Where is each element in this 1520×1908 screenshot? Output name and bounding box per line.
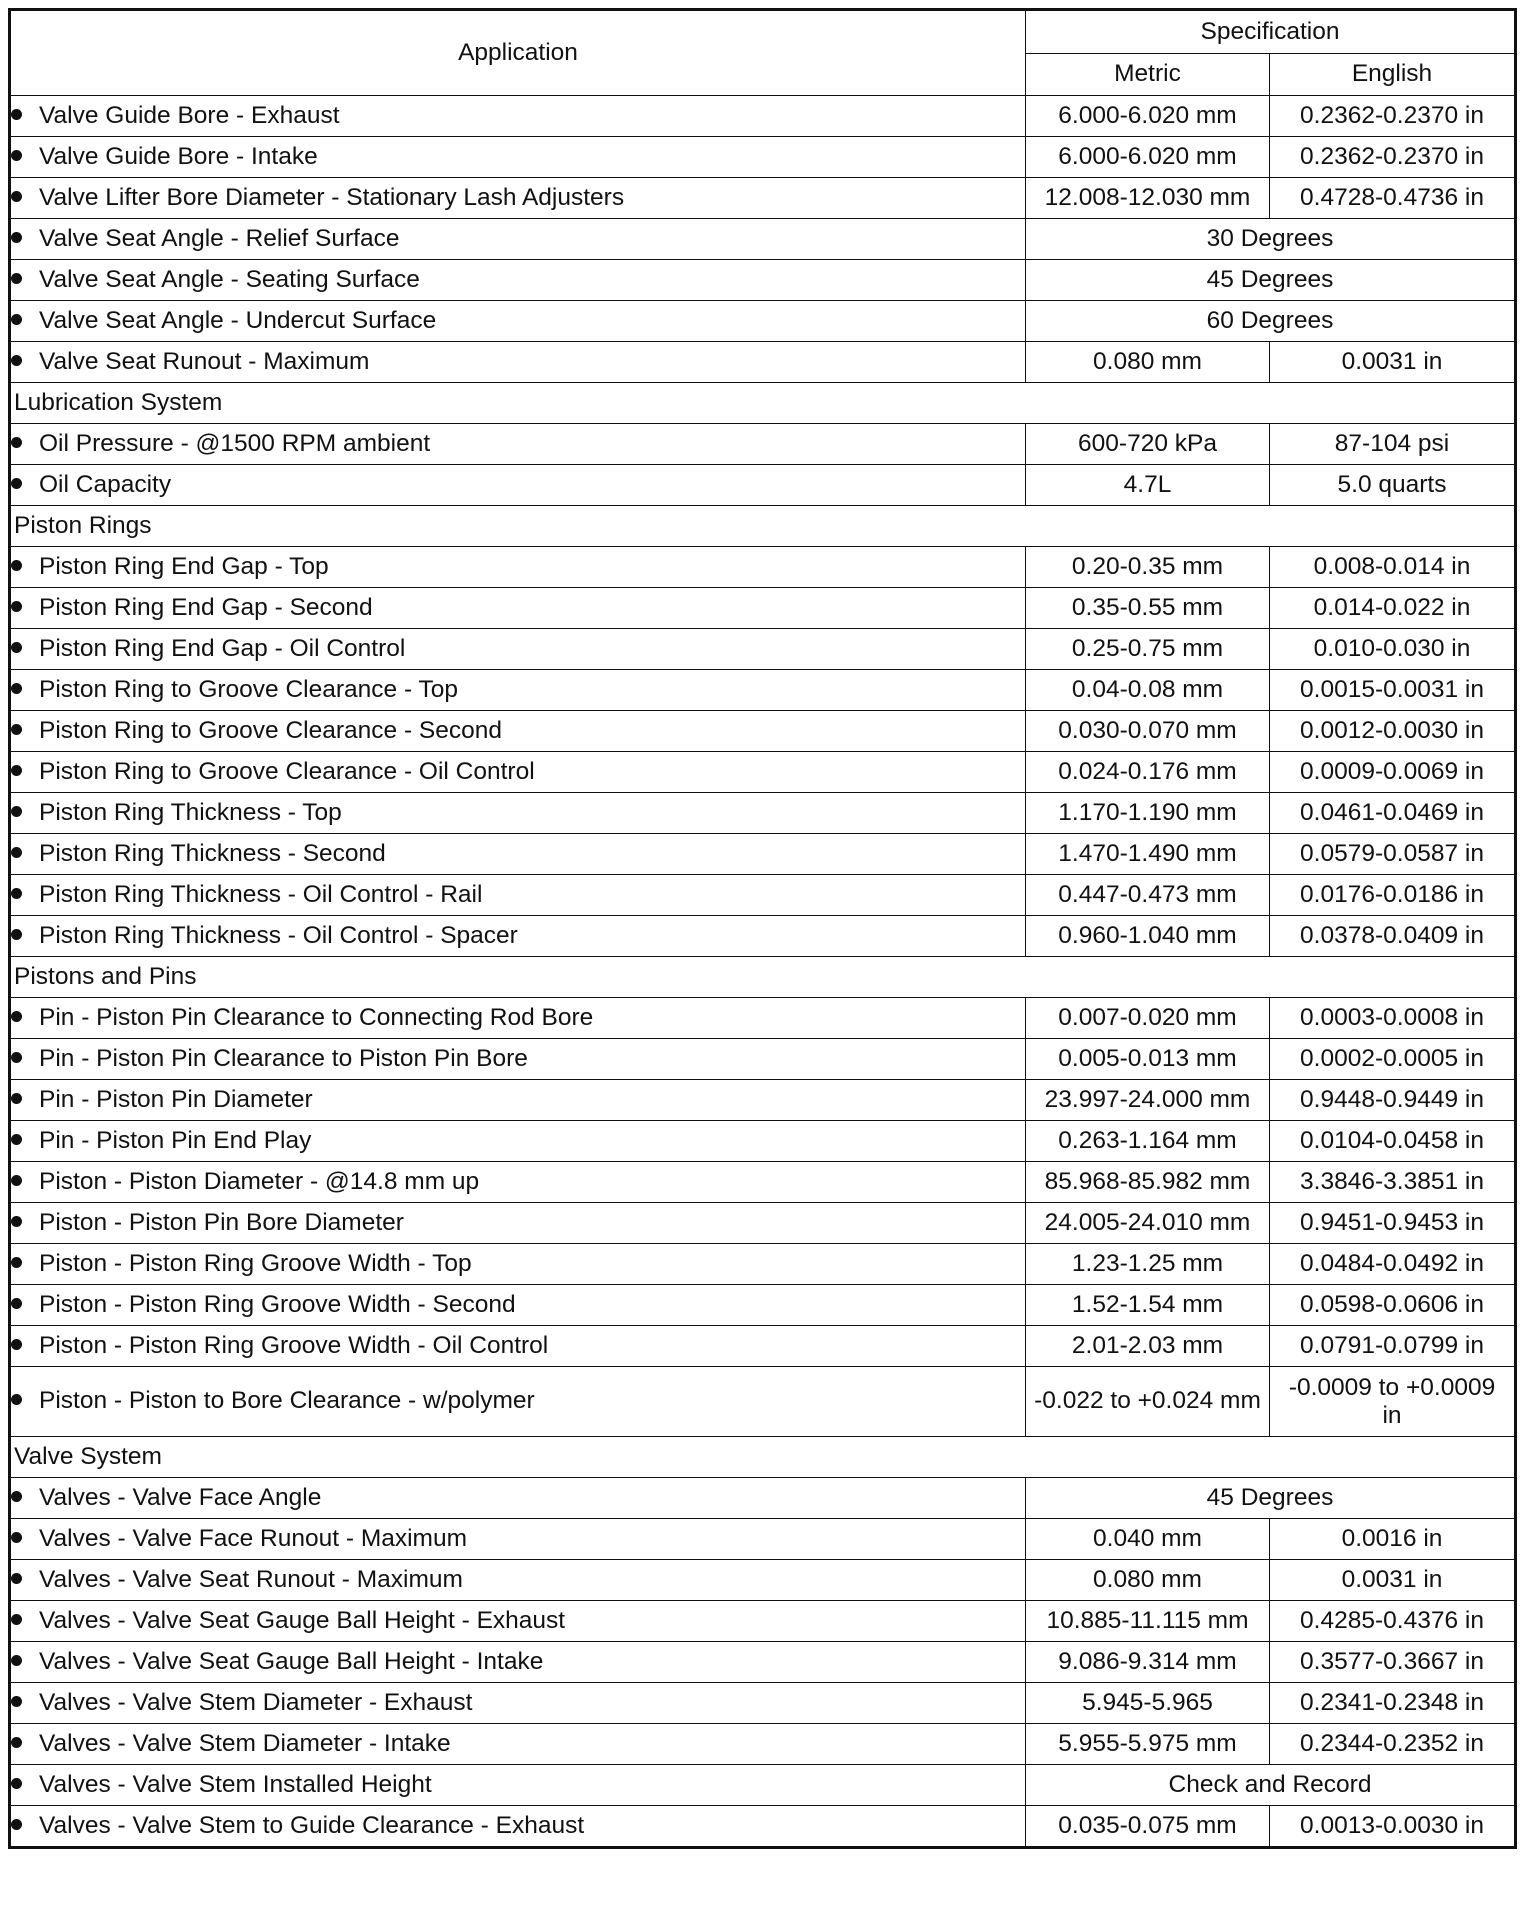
metric-cell: 6.000-6.020 mm <box>1026 96 1270 137</box>
application-label: Valves - Valve Face Runout - Maximum <box>39 1524 467 1552</box>
table-row <box>10 1203 1516 1244</box>
application-label: Piston Ring End Gap - Top <box>39 552 329 580</box>
english-cell: -0.0009 to +0.0009 in <box>1270 1367 1516 1437</box>
table-row <box>10 1367 1516 1437</box>
bullet-icon <box>11 765 22 776</box>
bullet-icon <box>11 314 22 325</box>
table-row <box>10 301 1516 342</box>
application-cell <box>10 1806 1026 1848</box>
application-label: Valves - Valve Stem Diameter - Exhaust <box>39 1688 473 1716</box>
metric-cell: 1.470-1.490 mm <box>1026 834 1270 875</box>
application-label: Piston Ring to Groove Clearance - Oil Control <box>39 757 535 785</box>
bullet-icon <box>11 1819 22 1830</box>
english-cell: 0.014-0.022 in <box>1270 588 1516 629</box>
application-cell <box>10 1080 1026 1121</box>
bullet-icon <box>11 1175 22 1186</box>
table-row <box>10 178 1516 219</box>
application-cell <box>10 178 1026 219</box>
bullet-icon <box>11 1339 22 1350</box>
metric-cell: 600-720 kPa <box>1026 424 1270 465</box>
metric-cell: 5.945-5.965 <box>1026 1683 1270 1724</box>
english-cell: 0.0003-0.0008 in <box>1270 998 1516 1039</box>
application-cell <box>10 875 1026 916</box>
application-cell <box>10 752 1026 793</box>
merged-value-cell: Check and Record <box>1026 1765 1516 1806</box>
table-row <box>10 1039 1516 1080</box>
application-cell <box>10 260 1026 301</box>
application-label: Piston Ring to Groove Clearance - Second <box>39 716 503 744</box>
metric-cell: 1.170-1.190 mm <box>1026 793 1270 834</box>
bullet-icon <box>11 1532 22 1543</box>
english-cell: 0.0104-0.0458 in <box>1270 1121 1516 1162</box>
bullet-icon <box>11 929 22 940</box>
english-cell: 0.0012-0.0030 in <box>1270 711 1516 752</box>
application-label: Valve Guide Bore - Exhaust <box>39 101 340 129</box>
application-cell <box>10 998 1026 1039</box>
application-cell <box>10 1203 1026 1244</box>
bullet-icon <box>11 724 22 735</box>
application-label: Valve Guide Bore - Intake <box>39 142 318 170</box>
metric-cell: 4.7L <box>1026 465 1270 506</box>
section-title: Lubrication System <box>10 383 1516 424</box>
metric-cell: 0.080 mm <box>1026 342 1270 383</box>
application-cell <box>10 1642 1026 1683</box>
bullet-icon <box>11 1216 22 1227</box>
english-cell: 0.0013-0.0030 in <box>1270 1806 1516 1848</box>
application-cell <box>10 219 1026 260</box>
application-cell <box>10 1326 1026 1367</box>
table-row <box>10 1683 1516 1724</box>
merged-value-cell: 45 Degrees <box>1026 260 1516 301</box>
bullet-icon <box>11 1298 22 1309</box>
application-label: Piston - Piston to Bore Clearance - w/polymer <box>39 1387 535 1415</box>
table-header <box>10 10 1516 96</box>
section-title: Pistons and Pins <box>10 957 1516 998</box>
application-label: Pin - Piston Pin Clearance to Piston Pin Bore <box>39 1044 528 1072</box>
application-cell <box>10 588 1026 629</box>
application-label: Piston Ring Thickness - Second <box>39 839 386 867</box>
application-label: Piston Ring End Gap - Second <box>39 593 373 621</box>
application-label: Valves - Valve Seat Gauge Ball Height - Exhaust <box>39 1606 566 1634</box>
metric-cell: 0.960-1.040 mm <box>1026 916 1270 957</box>
application-label: Valve Lifter Bore Diameter - Stationary Lash Adjusters <box>39 183 625 211</box>
bullet-icon <box>11 1737 22 1748</box>
application-label: Valve Seat Angle - Relief Surface <box>39 224 400 252</box>
english-cell: 0.0378-0.0409 in <box>1270 916 1516 957</box>
english-cell: 0.4728-0.4736 in <box>1270 178 1516 219</box>
application-label: Valve Seat Runout - Maximum <box>39 347 370 375</box>
table-row <box>10 424 1516 465</box>
bullet-icon <box>11 1257 22 1268</box>
application-cell <box>10 137 1026 178</box>
metric-cell: 85.968-85.982 mm <box>1026 1162 1270 1203</box>
english-cell: 0.9451-0.9453 in <box>1270 1203 1516 1244</box>
table-row <box>10 260 1516 301</box>
table-row <box>10 96 1516 137</box>
table-row <box>10 629 1516 670</box>
table-row <box>10 998 1516 1039</box>
application-cell <box>10 1478 1026 1519</box>
table-row <box>10 1080 1516 1121</box>
metric-cell: 23.997-24.000 mm <box>1026 1080 1270 1121</box>
metric-cell: 0.25-0.75 mm <box>1026 629 1270 670</box>
bullet-icon <box>11 478 22 489</box>
table-row <box>10 711 1516 752</box>
application-label: Pin - Piston Pin Clearance to Connecting Rod Bore <box>39 1003 594 1031</box>
merged-value-cell: 45 Degrees <box>1026 1478 1516 1519</box>
metric-cell: 0.263-1.164 mm <box>1026 1121 1270 1162</box>
metric-cell: 0.080 mm <box>1026 1560 1270 1601</box>
metric-cell: 0.007-0.020 mm <box>1026 998 1270 1039</box>
application-cell <box>10 1601 1026 1642</box>
metric-cell: 9.086-9.314 mm <box>1026 1642 1270 1683</box>
english-cell: 0.0461-0.0469 in <box>1270 793 1516 834</box>
table-row <box>10 342 1516 383</box>
table-row <box>10 1806 1516 1848</box>
table-row <box>10 137 1516 178</box>
application-label: Oil Capacity <box>39 470 172 498</box>
application-cell <box>10 96 1026 137</box>
merged-value-cell: 30 Degrees <box>1026 219 1516 260</box>
table-row <box>10 1326 1516 1367</box>
bullet-icon <box>11 642 22 653</box>
bullet-icon <box>11 191 22 202</box>
bullet-icon <box>11 1778 22 1789</box>
english-cell: 0.0031 in <box>1270 342 1516 383</box>
application-cell <box>10 342 1026 383</box>
bullet-icon <box>11 109 22 120</box>
english-cell: 5.0 quarts <box>1270 465 1516 506</box>
application-cell <box>10 1724 1026 1765</box>
english-cell: 0.4285-0.4376 in <box>1270 1601 1516 1642</box>
english-cell: 3.3846-3.3851 in <box>1270 1162 1516 1203</box>
bullet-icon <box>11 560 22 571</box>
metric-cell: 2.01-2.03 mm <box>1026 1326 1270 1367</box>
application-cell <box>10 916 1026 957</box>
table-body <box>10 96 1516 1848</box>
application-cell <box>10 1285 1026 1326</box>
table-row <box>10 1724 1516 1765</box>
application-label: Pin - Piston Pin End Play <box>39 1126 312 1154</box>
section-row <box>10 506 1516 547</box>
english-cell: 0.0031 in <box>1270 1560 1516 1601</box>
table-row <box>10 793 1516 834</box>
english-cell: 0.0009-0.0069 in <box>1270 752 1516 793</box>
application-label: Valves - Valve Stem to Guide Clearance - Exhaust <box>39 1811 585 1839</box>
section-title: Valve System <box>10 1437 1516 1478</box>
table-row <box>10 1285 1516 1326</box>
english-header: English <box>1270 53 1516 95</box>
metric-cell: 0.04-0.08 mm <box>1026 670 1270 711</box>
specification-header: Specification <box>1026 10 1516 54</box>
bullet-icon <box>11 1394 22 1405</box>
english-cell: 0.008-0.014 in <box>1270 547 1516 588</box>
application-label: Piston - Piston Ring Groove Width - Second <box>39 1290 516 1318</box>
bullet-icon <box>11 601 22 612</box>
application-label: Piston Ring Thickness - Oil Control - Spacer <box>39 921 518 949</box>
metric-cell: 1.23-1.25 mm <box>1026 1244 1270 1285</box>
application-cell <box>10 424 1026 465</box>
bullet-icon <box>11 683 22 694</box>
table-row <box>10 1121 1516 1162</box>
bullet-icon <box>11 1573 22 1584</box>
metric-cell: 1.52-1.54 mm <box>1026 1285 1270 1326</box>
application-label: Piston Ring Thickness - Oil Control - Rail <box>39 880 483 908</box>
english-cell: 0.0579-0.0587 in <box>1270 834 1516 875</box>
english-cell: 0.2362-0.2370 in <box>1270 96 1516 137</box>
table-row <box>10 1162 1516 1203</box>
metric-cell: 0.35-0.55 mm <box>1026 588 1270 629</box>
bullet-icon <box>11 888 22 899</box>
merged-value-cell: 60 Degrees <box>1026 301 1516 342</box>
table-row <box>10 1765 1516 1806</box>
english-cell: 0.2341-0.2348 in <box>1270 1683 1516 1724</box>
table-row <box>10 1642 1516 1683</box>
table-row <box>10 670 1516 711</box>
metric-cell: 0.20-0.35 mm <box>1026 547 1270 588</box>
metric-header: Metric <box>1026 53 1270 95</box>
application-cell <box>10 1683 1026 1724</box>
metric-cell: 0.030-0.070 mm <box>1026 711 1270 752</box>
application-cell <box>10 465 1026 506</box>
application-label: Pin - Piston Pin Diameter <box>39 1085 313 1113</box>
english-cell: 87-104 psi <box>1270 424 1516 465</box>
table-row <box>10 588 1516 629</box>
metric-cell: 24.005-24.010 mm <box>1026 1203 1270 1244</box>
metric-cell: 0.035-0.075 mm <box>1026 1806 1270 1848</box>
english-cell: 0.0484-0.0492 in <box>1270 1244 1516 1285</box>
metric-cell: 0.024-0.176 mm <box>1026 752 1270 793</box>
english-cell: 0.0598-0.0606 in <box>1270 1285 1516 1326</box>
metric-cell: 5.955-5.975 mm <box>1026 1724 1270 1765</box>
application-cell <box>10 1162 1026 1203</box>
metric-cell: 10.885-11.115 mm <box>1026 1601 1270 1642</box>
application-label: Oil Pressure - @1500 RPM ambient <box>39 429 431 457</box>
english-cell: 0.0016 in <box>1270 1519 1516 1560</box>
spec-sheet <box>8 8 1514 1849</box>
english-cell: 0.3577-0.3667 in <box>1270 1642 1516 1683</box>
bullet-icon <box>11 1093 22 1104</box>
table-row <box>10 465 1516 506</box>
application-label: Piston - Piston Diameter - @14.8 mm up <box>39 1167 480 1195</box>
application-cell <box>10 670 1026 711</box>
application-cell <box>10 834 1026 875</box>
section-title: Piston Rings <box>10 506 1516 547</box>
bullet-icon <box>11 273 22 284</box>
metric-cell: 6.000-6.020 mm <box>1026 137 1270 178</box>
application-label: Piston - Piston Ring Groove Width - Oil Control <box>39 1331 549 1359</box>
english-cell: 0.0015-0.0031 in <box>1270 670 1516 711</box>
bullet-icon <box>11 1134 22 1145</box>
section-row <box>10 383 1516 424</box>
bullet-icon <box>11 1491 22 1502</box>
application-header: Application <box>10 10 1026 96</box>
table-row <box>10 1478 1516 1519</box>
table-row <box>10 1560 1516 1601</box>
bullet-icon <box>11 847 22 858</box>
application-cell <box>10 1560 1026 1601</box>
application-label: Valves - Valve Seat Gauge Ball Height - Intake <box>39 1647 544 1675</box>
application-cell <box>10 301 1026 342</box>
bullet-icon <box>11 1052 22 1063</box>
section-row <box>10 957 1516 998</box>
bullet-icon <box>11 806 22 817</box>
table-row <box>10 752 1516 793</box>
application-cell <box>10 1121 1026 1162</box>
application-label: Piston Ring Thickness - Top <box>39 798 342 826</box>
english-cell: 0.2362-0.2370 in <box>1270 137 1516 178</box>
table-row <box>10 219 1516 260</box>
section-row <box>10 1437 1516 1478</box>
english-cell: 0.9448-0.9449 in <box>1270 1080 1516 1121</box>
bullet-icon <box>11 150 22 161</box>
application-label: Piston Ring End Gap - Oil Control <box>39 634 406 662</box>
metric-cell: 0.005-0.013 mm <box>1026 1039 1270 1080</box>
application-cell <box>10 793 1026 834</box>
application-label: Piston Ring to Groove Clearance - Top <box>39 675 458 703</box>
application-cell <box>10 1519 1026 1560</box>
table-row <box>10 1601 1516 1642</box>
english-cell: 0.0002-0.0005 in <box>1270 1039 1516 1080</box>
table-row <box>10 547 1516 588</box>
table-row <box>10 1244 1516 1285</box>
bullet-icon <box>11 1655 22 1666</box>
application-cell <box>10 1367 1026 1437</box>
metric-cell: -0.022 to +0.024 mm <box>1026 1367 1270 1437</box>
bullet-icon <box>11 437 22 448</box>
bullet-icon <box>11 1011 22 1022</box>
application-cell <box>10 1244 1026 1285</box>
bullet-icon <box>11 1614 22 1625</box>
application-label: Piston - Piston Ring Groove Width - Top <box>39 1249 472 1277</box>
application-label: Piston - Piston Pin Bore Diameter <box>39 1208 404 1236</box>
bullet-icon <box>11 355 22 366</box>
bullet-icon <box>11 232 22 243</box>
application-label: Valves - Valve Face Angle <box>39 1483 322 1511</box>
metric-cell: 0.447-0.473 mm <box>1026 875 1270 916</box>
application-label: Valves - Valve Stem Diameter - Intake <box>39 1729 451 1757</box>
application-label: Valves - Valve Seat Runout - Maximum <box>39 1565 463 1593</box>
english-cell: 0.0176-0.0186 in <box>1270 875 1516 916</box>
application-label: Valve Seat Angle - Seating Surface <box>39 265 420 293</box>
application-label: Valve Seat Angle - Undercut Surface <box>39 306 437 334</box>
table-row <box>10 1519 1516 1560</box>
table-row <box>10 834 1516 875</box>
application-cell <box>10 711 1026 752</box>
table-row <box>10 875 1516 916</box>
bullet-icon <box>11 1696 22 1707</box>
application-cell <box>10 1039 1026 1080</box>
table-row <box>10 916 1516 957</box>
application-cell <box>10 1765 1026 1806</box>
application-cell <box>10 547 1026 588</box>
english-cell: 0.2344-0.2352 in <box>1270 1724 1516 1765</box>
metric-cell: 0.040 mm <box>1026 1519 1270 1560</box>
metric-cell: 12.008-12.030 mm <box>1026 178 1270 219</box>
english-cell: 0.010-0.030 in <box>1270 629 1516 670</box>
application-cell <box>10 629 1026 670</box>
application-label: Valves - Valve Stem Installed Height <box>39 1770 432 1798</box>
english-cell: 0.0791-0.0799 in <box>1270 1326 1516 1367</box>
specification-table <box>8 8 1517 1849</box>
